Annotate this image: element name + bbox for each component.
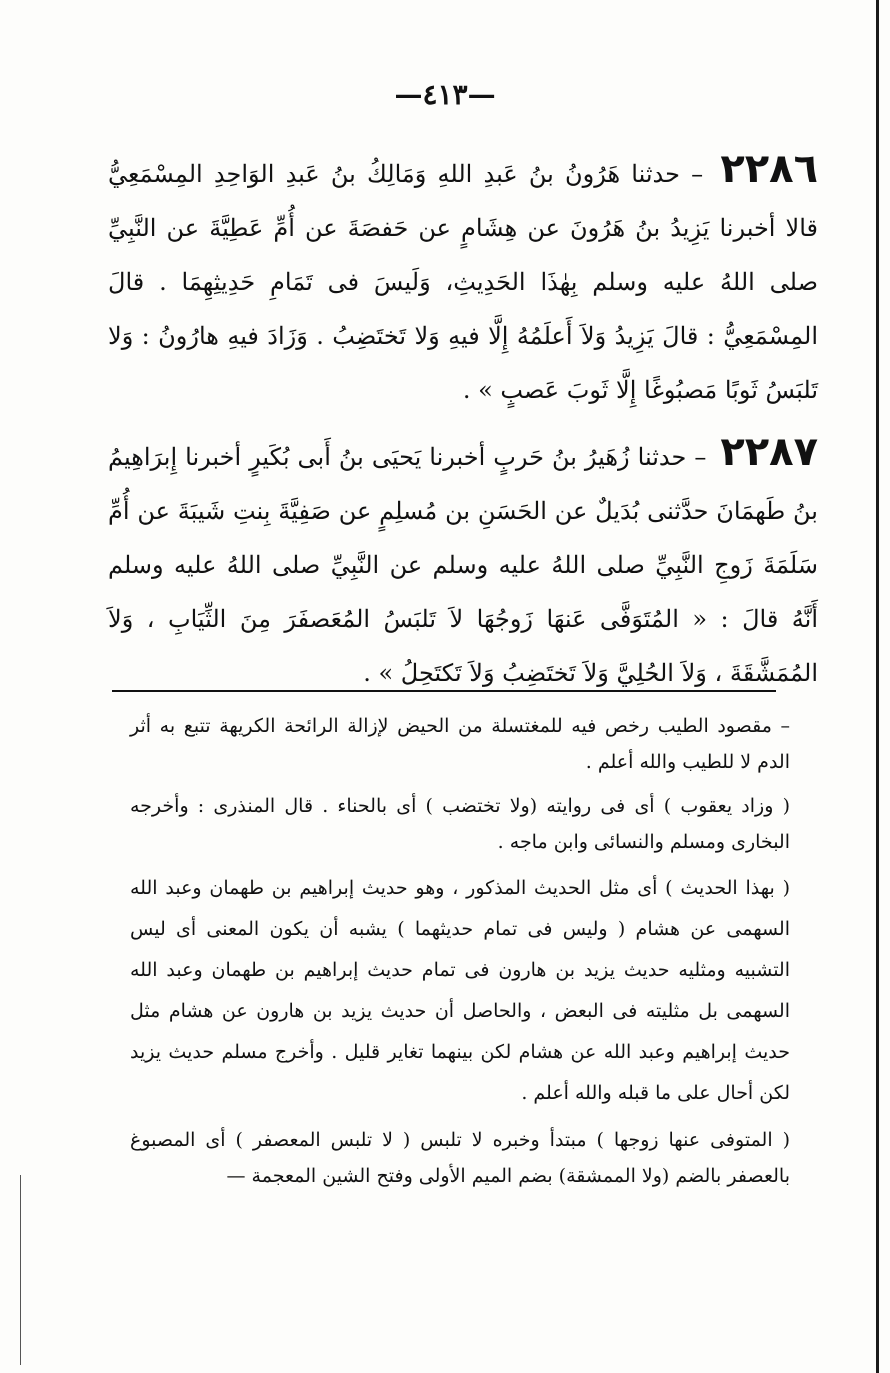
footnote-divider xyxy=(112,690,776,692)
footnote-3: ( بهذا الحديث ) أى مثل الحديث المذكور ، وهو حديث إبراهيم بن طهمان وعبد الله السهمى عن هشام ( وليس فى تمام حديثهما ) يشبه أن يكون المعنى أى ليس التشبيه ومثليه حديث يزيد بن هارون فى تمام حديث إبراهيم بن طهمان وعبد الله السهمى بل مثليته فى البعض ، والحاصل أن حديث يزيد بن هارون عن هشام مثل حديث إبراهيم وعبد الله عن هشام لكن بينهما تغاير قليل . وأخرج مسلم حديث يزيد لكن أحال على ما قبله والله أعلم . xyxy=(130,877,790,1104)
page-number: —٤١٣— xyxy=(394,78,496,111)
hadith-2287 xyxy=(108,425,818,700)
footnote-4: ( المتوفى عنها زوجها ) مبتدأ وخبره لا تلبس ( لا تلبس المعصفر ) أى المصبوغ بالعصفر بالضم (ولا الممشقة) بضم الميم الأولى وفتح الشين المعجمة — xyxy=(130,1129,790,1187)
hadith-section xyxy=(108,142,818,708)
footnote-1: – مقصود الطيب رخص فيه للمغتسلة من الحيض لإزالة الرائحة الكريهة تتبع به أثر الدم لا للطيب والله أعلم . xyxy=(130,715,790,773)
page-edge-mark xyxy=(20,1175,21,1365)
hadith-text: – حدثنا هَرُونُ بنُ عَبدِ اللهِ وَمَالِكُ بنُ عَبدِ الوَاحِدِ المِسْمَعِيُّ قالا أخبرنا يَزِيدُ بنُ هَرُونَ عن هِشَامٍ عن حَفصَةَ عن أُمِّ عَطِيَّةَ عن النَّبِيِّ صلى اللهُ عليه وسلم بِهٰذَا الحَدِيثِ، وَلَيسَ فى تَمَامِ حَدِيثِهِمَا . قالَ المِسْمَعِيُّ : قالَ يَزِيدُ وَلاَ أَعلَمُهُ إِلَّا فيهِ وَلا تَختَضِبُ . وَزَادَ فيهِ هارُونُ : وَلا تَلبَسُ ثَوبًا مَصبُوغًا إِلَّا ثَوبَ عَصبٍ » . xyxy=(108,160,818,404)
page-edge-line xyxy=(876,0,879,1373)
hadith-2286 xyxy=(108,142,818,417)
hadith-number: ٢٢٨٧ xyxy=(720,429,818,475)
footnotes-section xyxy=(130,708,790,1202)
hadith-text: – حدثنا زُهَيرُ بنُ حَربٍ أخبرنا يَحيَى بنُ أَبى بُكَيرٍ أخبرنا إِبرَاهِيمُ بنُ طَهمَانَ حدَّثنى بُدَيلٌ عن الحَسَنِ بن مُسلِمٍ عن صَفِيَّةَ بِنتِ شَيبَةَ عن أُمِّ سَلَمَةَ زَوجِ النَّبِيِّ صلى اللهُ عليه وسلم عن النَّبِيِّ صلى اللهُ عليه وسلم أَنَّهُ قالَ : « المُتَوَفَّى عَنهَا زَوجُهَا لاَ تَلبَسُ المُعَصفَرَ مِنَ الثِّيَابِ ، وَلاَ المُمَشَّقَةَ ، وَلاَ الحُلِيَّ وَلاَ تَختَضِبُ وَلاَ تَكتَحِلُ » . xyxy=(108,443,818,687)
footnote-2: ( وزاد يعقوب ) أى فى روايته (ولا تختضب ) أى بالحناء . قال المنذرى : وأخرجه البخارى ومسلم والنسائى وابن ماجه . xyxy=(130,795,790,853)
hadith-number: ٢٢٨٦ xyxy=(720,146,818,192)
